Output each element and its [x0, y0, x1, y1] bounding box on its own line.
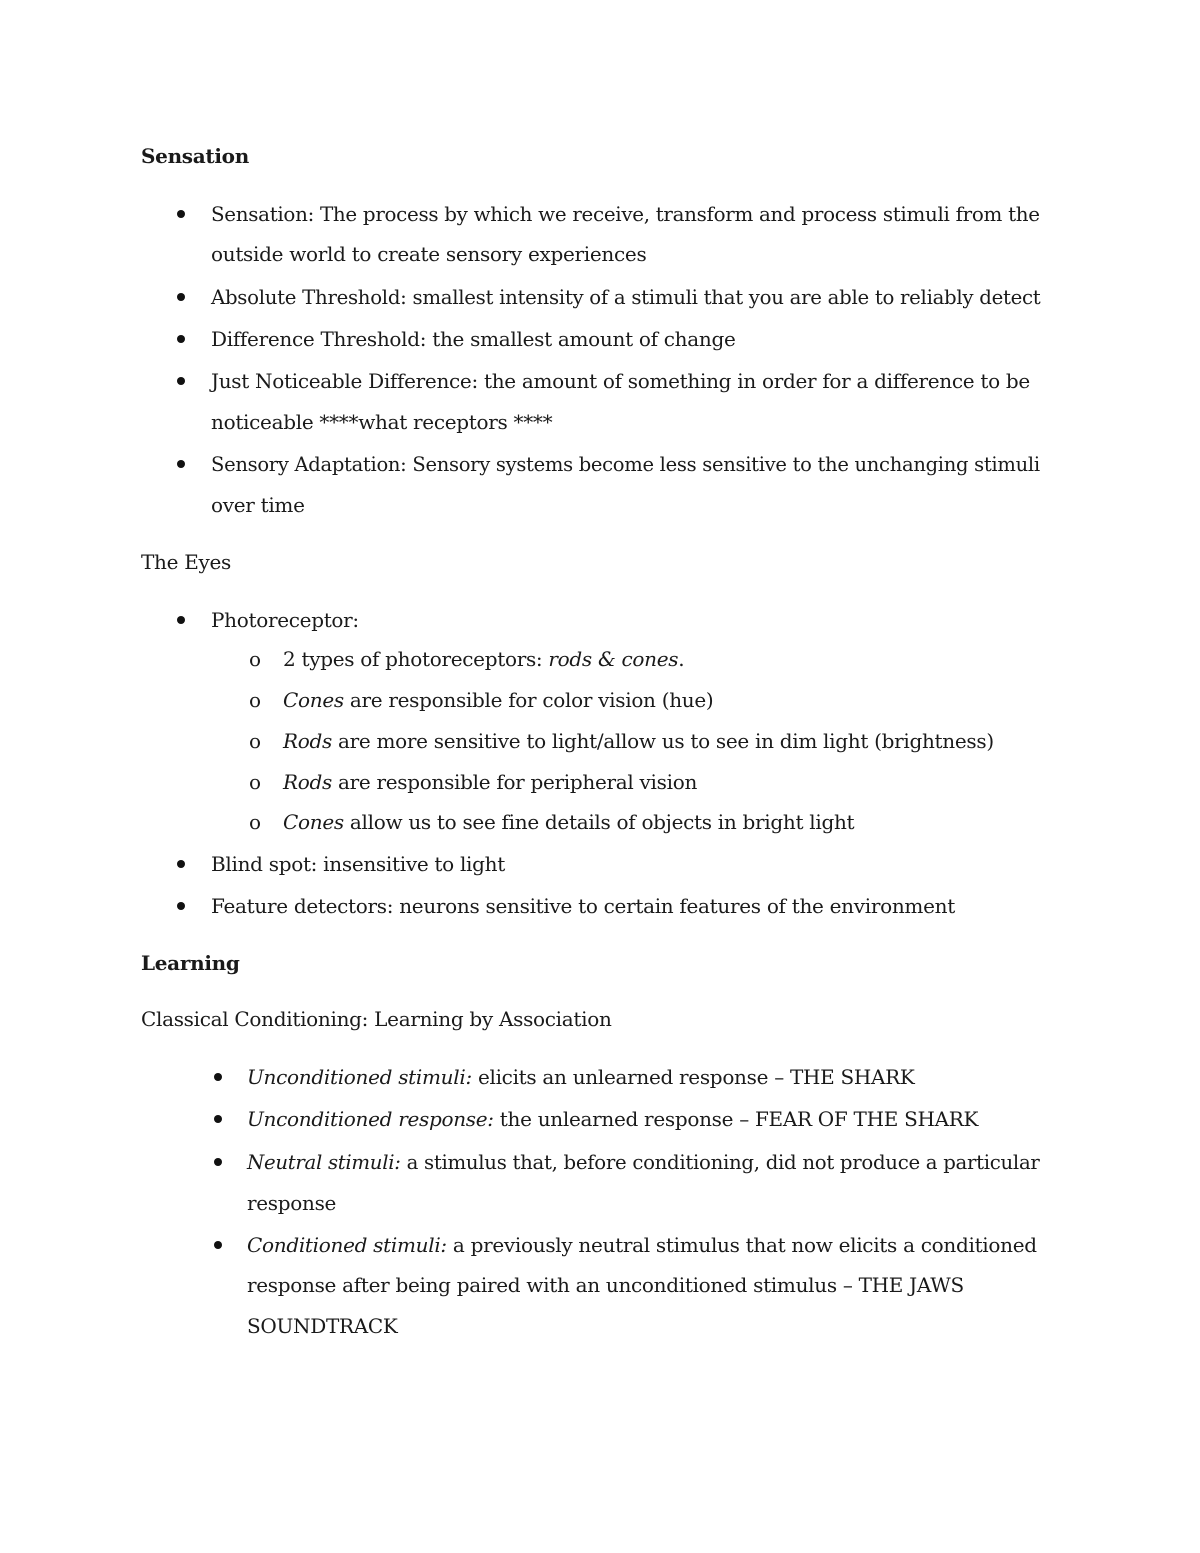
bullet-icon	[214, 1115, 222, 1123]
sensation-item-4: Just Noticeable Difference: the amount of something in order for a difference to be	[211, 369, 1030, 393]
bullet-icon	[177, 902, 185, 910]
bullet-icon	[177, 335, 185, 343]
learning-item-4-cont: response after being paired with an unconditioned stimulus – THE JAWS	[247, 1273, 964, 1297]
sensation-item-5-cont: over time	[211, 493, 305, 517]
sensation-item-4-cont: noticeable ****what receptors ****	[211, 410, 553, 434]
bullet-icon	[214, 1241, 222, 1249]
learning-item-2: Unconditioned response: the unlearned response – FEAR OF THE SHARK	[247, 1107, 979, 1131]
bullet-icon	[214, 1073, 222, 1081]
bullet-icon	[177, 860, 185, 868]
feature-detectors-item: Feature detectors: neurons sensitive to certain features of the environment	[211, 894, 955, 918]
learning-item-3: Neutral stimuli: a stimulus that, before conditioning, did not produce a particular	[247, 1150, 1040, 1174]
sensation-item-1: Sensation: The process by which we receive, transform and process stimuli from the	[211, 202, 1040, 226]
bullet-icon	[177, 210, 185, 218]
bullet-icon	[177, 377, 185, 385]
bullet-icon	[177, 616, 185, 624]
bullet-icon	[214, 1158, 222, 1166]
bullet-icon	[177, 293, 185, 301]
bullet-icon	[177, 460, 185, 468]
heading-the-eyes: The Eyes	[141, 550, 232, 574]
learning-item-3-cont: response	[247, 1191, 337, 1215]
sensation-item-3: Difference Threshold: the smallest amount of change	[211, 327, 736, 351]
photoreceptor-sub-3: Rods are more sensitive to light/allow us to see in dim light (brightness)	[283, 729, 994, 753]
classical-conditioning-heading: Classical Conditioning: Learning by Association	[141, 1007, 612, 1031]
blind-spot-item: Blind spot: insensitive to light	[211, 852, 505, 876]
sub-bullet-icon: o	[249, 770, 262, 794]
heading-sensation: Sensation	[141, 144, 249, 168]
heading-learning: Learning	[141, 951, 240, 975]
photoreceptor-label: Photoreceptor:	[211, 608, 359, 632]
sub-bullet-icon: o	[249, 810, 262, 834]
sub-bullet-icon: o	[249, 688, 262, 712]
learning-item-4-cont2: SOUNDTRACK	[247, 1314, 398, 1338]
sensation-item-2: Absolute Threshold: smallest intensity of a stimuli that you are able to reliably detect	[211, 285, 1041, 309]
photoreceptor-sub-4: Rods are responsible for peripheral vision	[283, 770, 698, 794]
sensation-item-1-cont: outside world to create sensory experiences	[211, 242, 647, 266]
sub-bullet-icon: o	[249, 647, 262, 671]
photoreceptor-sub-2: Cones are responsible for color vision (hue)	[283, 688, 714, 712]
sensation-item-5: Sensory Adaptation: Sensory systems become less sensitive to the unchanging stimuli	[211, 452, 1040, 476]
sub-bullet-icon: o	[249, 729, 262, 753]
learning-item-1: Unconditioned stimuli: elicits an unlearned response – THE SHARK	[247, 1065, 915, 1089]
photoreceptor-sub-5: Cones allow us to see fine details of objects in bright light	[283, 810, 855, 834]
learning-item-4: Conditioned stimuli: a previously neutral stimulus that now elicits a conditioned	[247, 1233, 1037, 1257]
photoreceptor-sub-1: 2 types of photoreceptors: rods & cones.	[283, 647, 685, 671]
